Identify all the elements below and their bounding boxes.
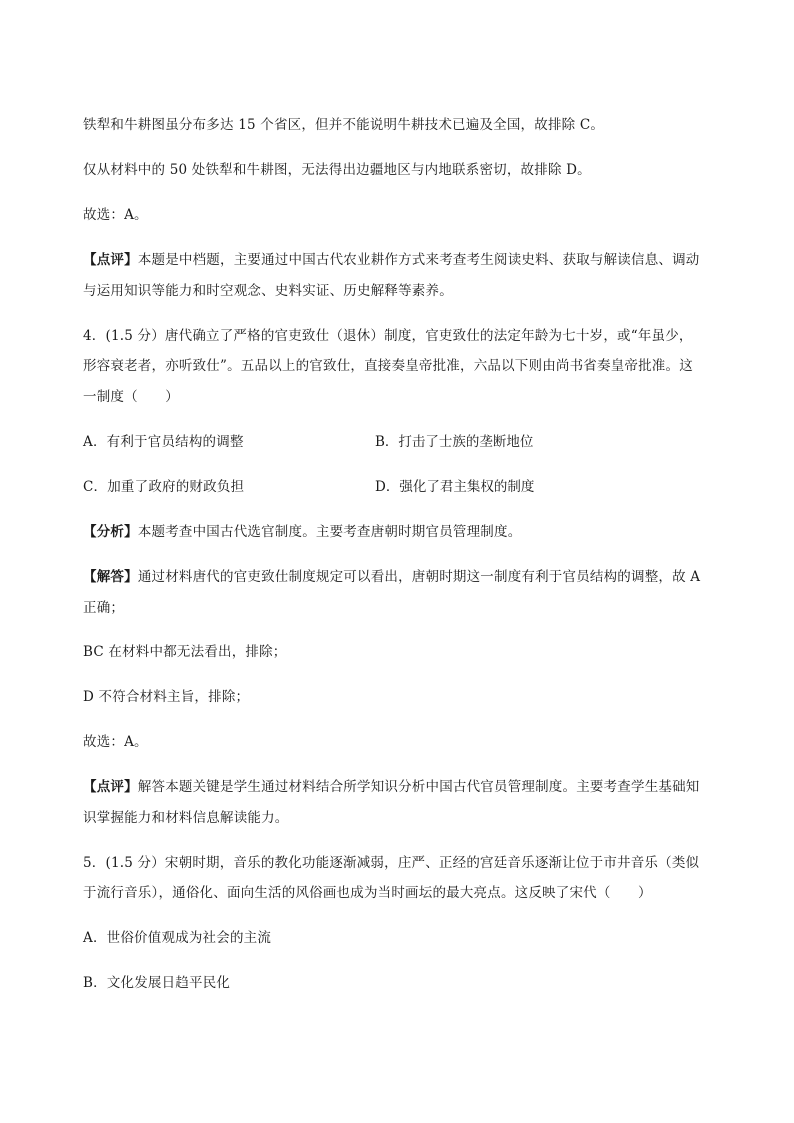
q4-analysis bbox=[83, 523, 521, 541]
q3-comment-line-1 bbox=[83, 251, 700, 269]
q5-option-b: B．文化发展日趋平民化 bbox=[83, 975, 231, 991]
q3-comment-line-2: 与运用知识等能力和时空观念、史料实证、历史解释等素养。 bbox=[83, 283, 453, 299]
q4-comment-line-2: 识掌握能力和材料信息解读能力。 bbox=[83, 810, 289, 826]
q5-stem-line-1: 5．(1.5 分）宋朝时期，音乐的教化功能逐渐减弱，庄严、正经的宫廷音乐逐渐让位于市井音乐（类似 bbox=[83, 855, 700, 871]
q4-stem-line-2: 形容衰老者，亦听致仕”。五品以上的官致仕，直接奏皇帝批准，六品以下则由尚书省奏皇帝批准。这 bbox=[83, 358, 693, 374]
comment-tag: 【点评】 bbox=[83, 252, 138, 268]
q3-explanation-line-2: 仅从材料中的 50 处铁犁和牛耕图，无法得出边疆地区与内地联系密切，故排除 D。 bbox=[83, 162, 591, 178]
q4-solution-line-1 bbox=[83, 568, 700, 586]
q4-option-c: C．加重了政府的财政负担 bbox=[83, 479, 245, 495]
analysis-tag: 【分析】 bbox=[83, 524, 138, 540]
q4-option-d: D．强化了君主集权的制度 bbox=[375, 479, 535, 495]
q4-solution-line-2: 正确； bbox=[83, 600, 125, 616]
q4-stem-line-3: 一制度（ ） bbox=[83, 389, 179, 405]
comment-text: 解答本题关键是学生通过材料结合所学知识分析中国古代官员管理制度。主要考查学生基础知 bbox=[137, 779, 700, 795]
q5-stem-line-2: 于流行音乐），通俗化、面向生活的风俗画也成为当时画坛的最大亮点。这反映了宋代（ ） bbox=[83, 885, 652, 901]
q4-comment-line-1 bbox=[83, 778, 700, 796]
q4-stem-line-1: 4．(1.5 分）唐代确立了严格的官吏致仕（退休）制度，官吏致仕的法定年龄为七十岁，或“年虽少， bbox=[83, 328, 693, 344]
comment-text: 本题是中档题，主要通过中国古代农业耕作方式来考查考生阅读史料、获取与解读信息、调动 bbox=[137, 252, 700, 268]
q4-option-a: A．有利于官员结构的调整 bbox=[83, 434, 244, 450]
q4-d-line: D 不符合材料主旨，排除； bbox=[83, 689, 250, 705]
q4-bc-line: BC 在材料中都无法看出，排除； bbox=[83, 644, 287, 660]
q4-option-b: B．打击了士族的垄断地位 bbox=[375, 434, 534, 450]
analysis-text: 本题考查中国古代选官制度。主要考查唐朝时期官员管理制度。 bbox=[137, 524, 522, 540]
q5-option-a: A．世俗价值观成为社会的主流 bbox=[83, 930, 272, 946]
q3-answer: 故选：A。 bbox=[83, 207, 148, 223]
comment-tag: 【点评】 bbox=[83, 779, 138, 795]
q4-answer: 故选：A。 bbox=[83, 734, 148, 750]
q3-explanation-line-1: 铁犁和牛耕图虽分布多达 15 个省区，但并不能说明牛耕技术已遍及全国，故排除 C。 bbox=[83, 117, 605, 133]
solution-tag: 【解答】 bbox=[83, 569, 138, 585]
solution-text: 通过材料唐代的官吏致仕制度规定可以看出，唐朝时期这一制度有利于官员结构的调整，故 A bbox=[137, 569, 701, 585]
